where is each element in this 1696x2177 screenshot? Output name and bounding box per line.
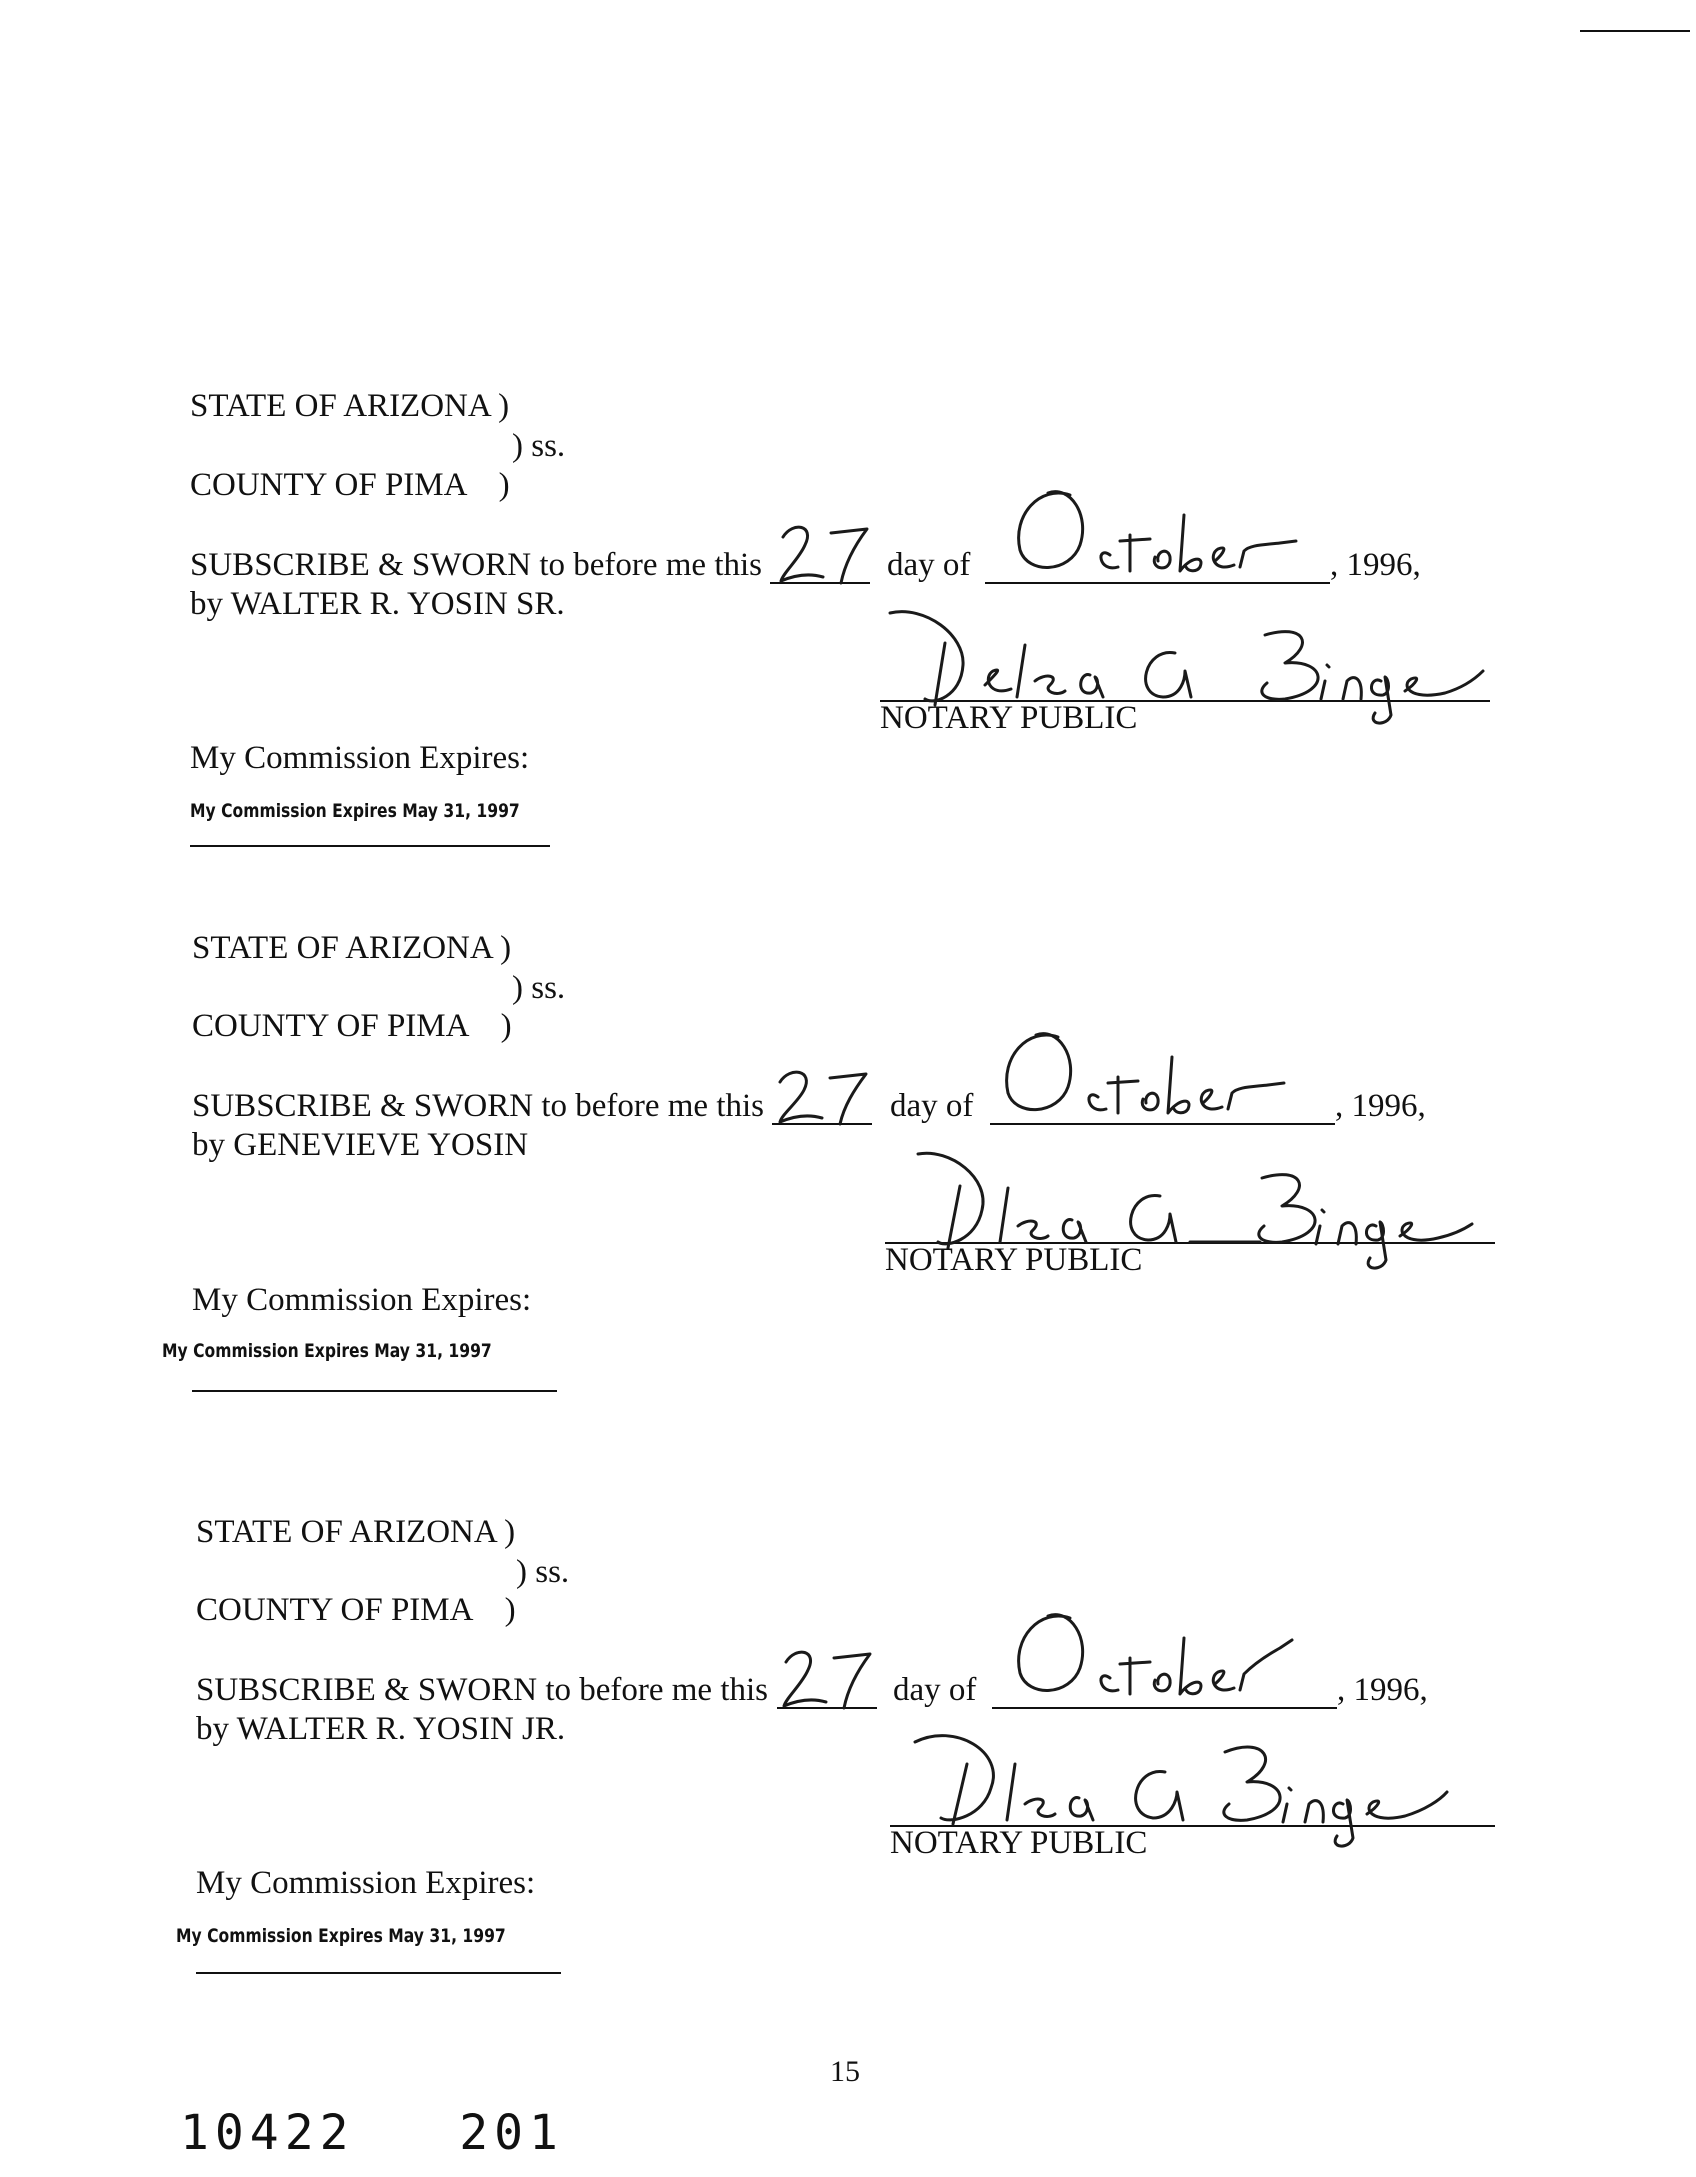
ss-line: ) ss. <box>512 970 566 1006</box>
notary-public-label: NOTARY PUBLIC <box>880 700 1138 736</box>
subscribe-text: SUBSCRIBE & SWORN to before me this <box>196 1672 769 1708</box>
day-of-text: day of <box>887 547 971 583</box>
state-line: STATE OF ARIZONA ) <box>192 930 512 966</box>
page-number: 15 <box>830 2055 860 2088</box>
subscribe-text: SUBSCRIBE & SWORN to before me this <box>190 547 763 583</box>
sworn-by: by WALTER R. YOSIN JR. <box>196 1711 566 1747</box>
year-text: , 1996, <box>1335 1088 1426 1124</box>
commission-stamp: My Commission Expires May 31, 1997 <box>190 800 520 822</box>
ss-line: ) ss. <box>512 428 566 464</box>
commission-line <box>190 845 550 847</box>
commission-label: My Commission Expires: <box>192 1282 532 1318</box>
commission-stamp: My Commission Expires May 31, 1997 <box>176 1925 506 1947</box>
day-handwriting <box>772 1058 872 1133</box>
day-handwriting <box>778 1640 878 1715</box>
commission-line <box>196 1972 561 1974</box>
notary-public-label: NOTARY PUBLIC <box>885 1242 1143 1278</box>
month-handwriting <box>1000 1598 1300 1713</box>
month-handwriting <box>990 1015 1290 1130</box>
scan-mark <box>1580 30 1690 32</box>
notary-public-label: NOTARY PUBLIC <box>890 1825 1148 1861</box>
commission-stamp: My Commission Expires May 31, 1997 <box>162 1340 492 1362</box>
day-handwriting <box>775 515 875 590</box>
file-number: 10422 201 <box>180 2105 564 2161</box>
commission-label: My Commission Expires: <box>190 740 530 776</box>
year-text: , 1996, <box>1330 547 1421 583</box>
commission-label: My Commission Expires: <box>196 1865 536 1901</box>
commission-line <box>192 1390 557 1392</box>
ss-line: ) ss. <box>516 1554 570 1590</box>
county-line: COUNTY OF PIMA ) <box>192 1008 512 1044</box>
sworn-by: by WALTER R. YOSIN SR. <box>190 586 565 622</box>
county-line: COUNTY OF PIMA ) <box>196 1592 516 1628</box>
county-line: COUNTY OF PIMA ) <box>190 467 510 503</box>
state-line: STATE OF ARIZONA ) <box>190 388 510 424</box>
state-line: STATE OF ARIZONA ) <box>196 1514 516 1550</box>
sworn-by: by GENEVIEVE YOSIN <box>192 1127 529 1163</box>
day-of-text: day of <box>890 1088 974 1124</box>
month-handwriting <box>1000 475 1300 590</box>
day-of-text: day of <box>893 1672 977 1708</box>
year-text: , 1996, <box>1337 1672 1428 1708</box>
subscribe-text: SUBSCRIBE & SWORN to before me this <box>192 1088 765 1124</box>
